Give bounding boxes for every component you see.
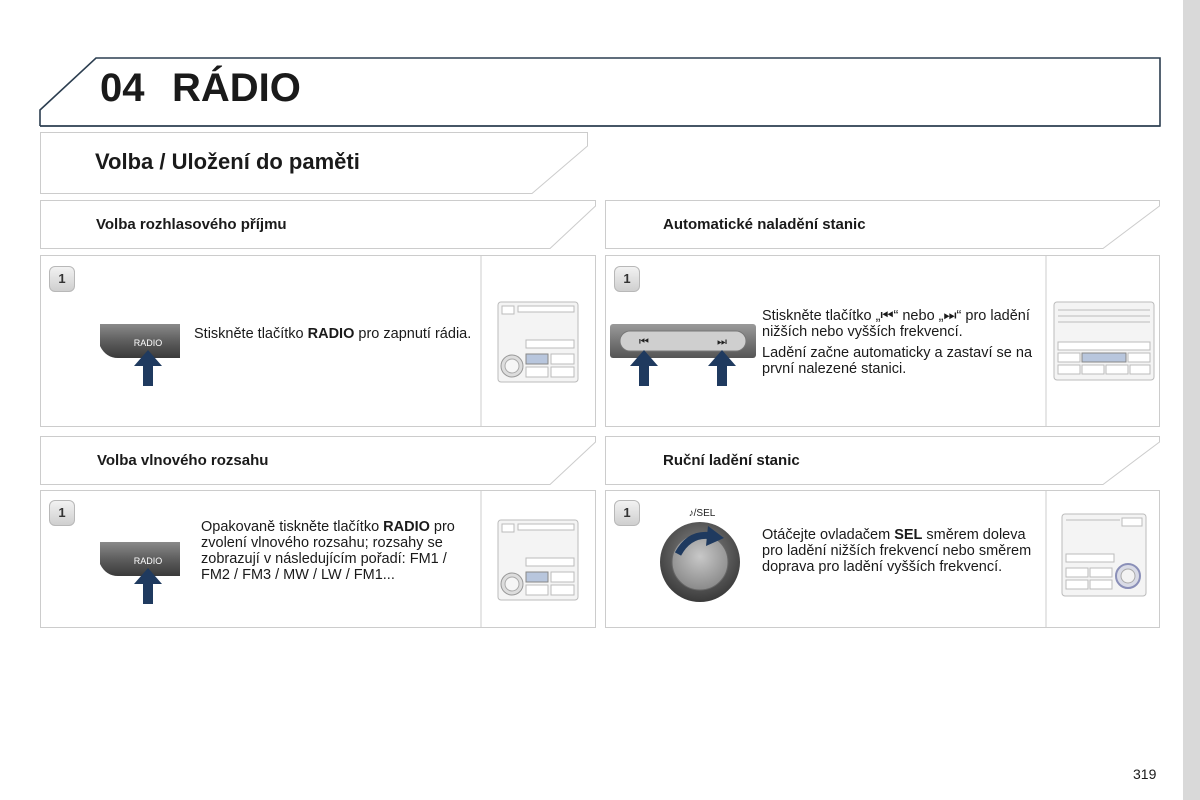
chapter-number: 04	[100, 66, 145, 110]
subtitle: Volba / Uložení do paměti	[95, 149, 360, 174]
seek-forward-icon: ⏭	[717, 336, 727, 348]
radio-panel-thumbnail	[496, 300, 580, 384]
step-number-badge: 1	[614, 500, 640, 526]
sel-knob-illustration	[652, 502, 752, 612]
step-number-badge: 1	[49, 266, 75, 292]
radio-panel-thumbnail	[1052, 300, 1156, 382]
radio-panel-thumbnail	[1060, 512, 1148, 598]
section-heading-auto-tune: Automatické naladění stanic	[663, 216, 866, 233]
instruction-text-band: Opakovaně tiskněte tlačítko RADIO pro zvolení vlnového rozsahu; rozsahy se zobrazují v následujícím pořadí: FM1 / FM2 / FM3 / MW / LW / FM1...	[201, 519, 455, 583]
step-number-badge: 1	[614, 266, 640, 292]
instruction-text-radio: Stiskněte tlačítko RADIO pro zapnutí rádia.	[194, 326, 472, 342]
chapter-title: RÁDIO	[172, 66, 301, 110]
seek-buttons-illustration	[608, 320, 758, 390]
section-heading-manual-tune: Ruční ladění stanic	[663, 452, 800, 469]
instruction-text-seek: Stiskněte tlačítko „⏮“ nebo „⏭“ pro ladění nižších nebo vyšších frekvencí.	[762, 308, 1030, 340]
step-number-badge: 1	[49, 500, 75, 526]
seek-back-icon: ⏮	[639, 336, 649, 348]
radio-button-illustration	[96, 538, 186, 608]
knob-label: ♪/SEL	[688, 508, 716, 519]
instruction-text-seek-note: Ladění začne automaticky a zastaví se na první nalezené stanici.	[762, 345, 1033, 377]
radio-button-illustration	[96, 320, 186, 390]
section-heading-radio: Volba rozhlasového příjmu	[96, 216, 287, 233]
page-number: 319	[1133, 766, 1157, 782]
radio-button-label: RADIO	[133, 556, 163, 566]
radio-panel-thumbnail	[496, 518, 580, 602]
instruction-text-sel: Otáčejte ovladačem SEL směrem doleva pro ladění nižších frekvencí nebo směrem doprava pro ladění vyšších frekvencí.	[762, 527, 1032, 575]
section-heading-band: Volba vlnového rozsahu	[97, 452, 269, 469]
radio-button-label: RADIO	[133, 338, 163, 348]
